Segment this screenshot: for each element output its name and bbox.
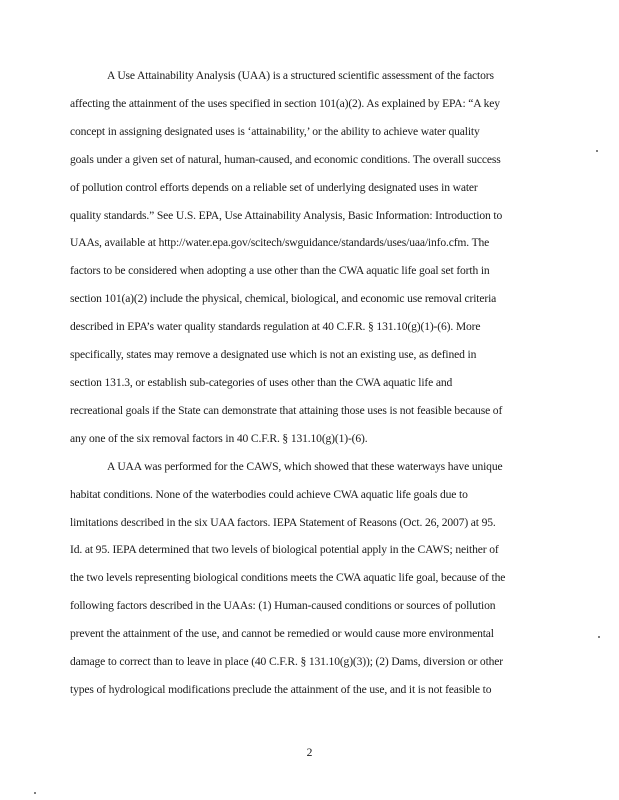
text-line: described in EPA’s water quality standards regulation at 40 C.F.R. § 131.10(g)(1)-(6). More — [70, 320, 481, 334]
body-text — [70, 62, 548, 704]
text-line: goals under a given set of natural, human-caused, and economic conditions. The overall success — [70, 152, 501, 166]
text-line: damage to correct than to leave in place (40 C.F.R. § 131.10(g)(3)); (2) Dams, diversion or other — [70, 655, 504, 669]
scan-speck — [34, 792, 36, 794]
text-line: factors to be considered when adopting a use other than the CWA aquatic life goal set forth in — [70, 264, 490, 278]
text-line: section 131.3, or establish sub-categories of uses other than the CWA aquatic life and — [70, 375, 453, 389]
text-line: types of hydrological modifications preclude the attainment of the use, and it is not feasible to — [70, 682, 492, 696]
text-line: quality standards.” See U.S. EPA, Use Attainability Analysis, Basic Information: Introduction to — [70, 208, 503, 222]
text-line: limitations described in the six UAA factors. IEPA Statement of Reasons (Oct. 26, 2007) at 95. — [70, 515, 496, 529]
text-line: section 101(a)(2) include the physical, chemical, biological, and economic use removal criteria — [70, 292, 497, 306]
text-line: the two levels representing biological conditions meets the CWA aquatic life goal, because of the — [70, 571, 506, 585]
scan-speck — [598, 636, 600, 638]
text-line: of pollution control efforts depends on a reliable set of underlying designated uses in water — [70, 180, 478, 194]
text-line: A UAA was performed for the CAWS, which showed that these waterways have unique — [107, 459, 503, 473]
text-line: following factors described in the UAAs: (1) Human-caused conditions or sources of pollution — [70, 599, 496, 613]
text-line: specifically, states may remove a designated use which is not an existing use, as defined in — [70, 348, 477, 362]
text-line: recreational goals if the State can demonstrate that attaining those uses is not feasible because of — [70, 403, 503, 417]
text-line: affecting the attainment of the uses specified in section 101(a)(2). As explained by EPA: “A key — [70, 96, 500, 110]
text-line: any one of the six removal factors in 40 C.F.R. § 131.10(g)(1)-(6). — [70, 431, 368, 445]
text-line: Id. at 95. IEPA determined that two levels of biological potential apply in the CAWS; neither of — [70, 543, 499, 557]
text-line: prevent the attainment of the use, and cannot be remedied or would cause more environmental — [70, 627, 494, 641]
text-line: habitat conditions. None of the waterbodies could achieve CWA aquatic life goals due to — [70, 487, 468, 501]
scan-speck — [596, 150, 598, 152]
text-line: concept in assigning designated uses is ‘attainability,’ or the ability to achieve water quality — [70, 124, 480, 138]
text-line: A Use Attainability Analysis (UAA) is a structured scientific assessment of the factors — [107, 69, 494, 82]
page-number: 2 — [306, 746, 313, 759]
text-line: UAAs, available at http://water.epa.gov/scitech/swguidance/standards/uses/uaa/info.cfm. The — [70, 236, 490, 250]
